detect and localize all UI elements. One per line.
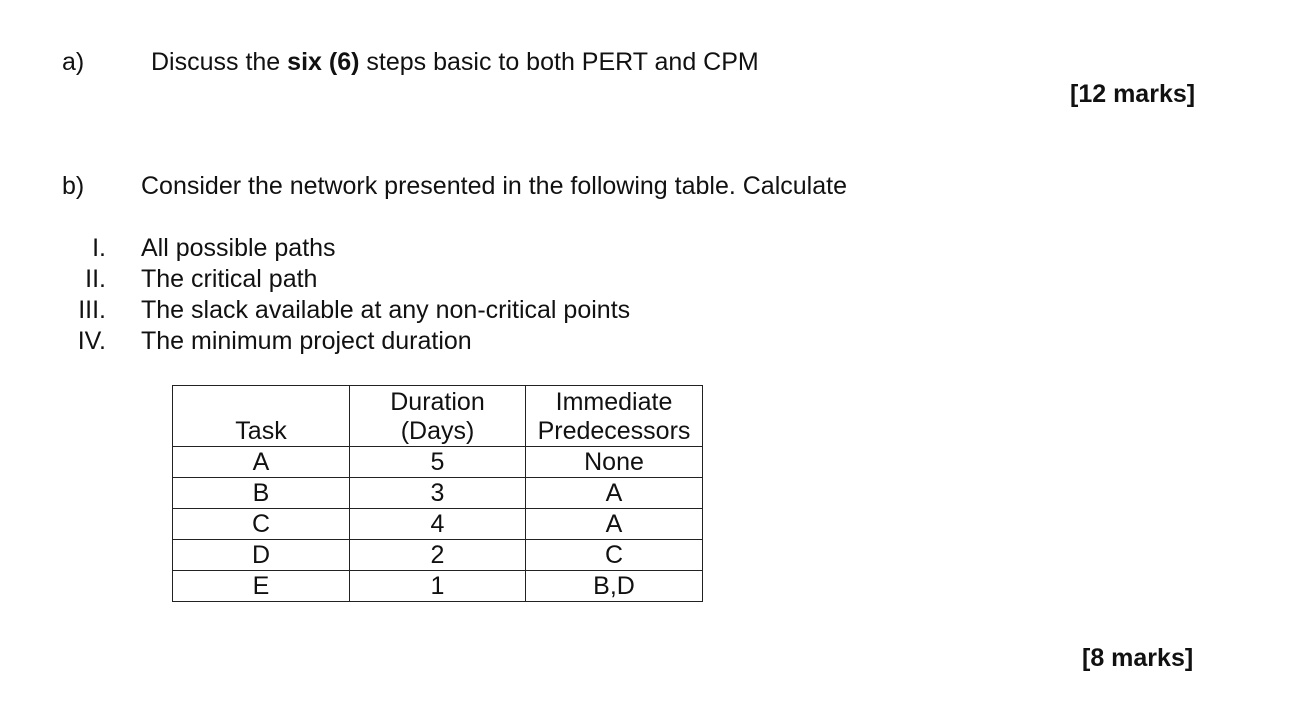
header-line: Duration — [390, 388, 485, 416]
cell-predecessors: A — [526, 478, 703, 509]
cell-task: C — [173, 509, 350, 540]
cell-predecessors: B,D — [526, 571, 703, 602]
list-item: The minimum project duration — [141, 327, 472, 355]
part-a-text-before: Discuss the — [151, 48, 288, 76]
part-a-label: a) — [62, 48, 85, 76]
list-item: All possible paths — [141, 234, 336, 262]
table-row — [173, 540, 703, 571]
header-predecessors — [526, 386, 703, 447]
header-line: Task — [235, 417, 287, 445]
network-table — [172, 385, 703, 602]
list-numeral: IV. — [77, 327, 106, 355]
table-row — [173, 447, 703, 478]
list-item: The critical path — [141, 265, 318, 293]
header-line: Immediate — [555, 388, 673, 416]
cell-duration: 1 — [350, 571, 526, 602]
header-task — [173, 386, 350, 447]
part-a-text-after: steps basic to both PERT and CPM — [359, 48, 759, 76]
part-b-question: Consider the network presented in the following table. Calculate — [141, 172, 847, 200]
header-duration — [350, 386, 526, 447]
part-a-marks: [12 marks] — [1070, 80, 1196, 108]
cell-duration: 3 — [350, 478, 526, 509]
table-header-row — [173, 386, 703, 447]
header-line: Predecessors — [537, 417, 691, 445]
list-numeral: II. — [85, 265, 106, 293]
cell-duration: 5 — [350, 447, 526, 478]
cell-predecessors: None — [526, 447, 703, 478]
part-a-question — [151, 48, 759, 77]
cell-task: B — [173, 478, 350, 509]
cell-predecessors: A — [526, 509, 703, 540]
cell-task: A — [173, 447, 350, 478]
cell-task: D — [173, 540, 350, 571]
table-row — [173, 509, 703, 540]
header-line: (Days) — [400, 417, 475, 445]
table-row — [173, 571, 703, 602]
list-numeral: I. — [92, 234, 106, 262]
part-b-label: b) — [62, 172, 85, 200]
cell-duration: 2 — [350, 540, 526, 571]
part-a-text-bold: six (6) — [287, 48, 360, 76]
list-numeral: III. — [78, 296, 106, 324]
list-item: The slack available at any non-critical points — [141, 296, 631, 324]
cell-task: E — [173, 571, 350, 602]
table-row — [173, 478, 703, 509]
cell-predecessors: C — [526, 540, 703, 571]
part-b-marks: [8 marks] — [1082, 644, 1194, 672]
cell-duration: 4 — [350, 509, 526, 540]
